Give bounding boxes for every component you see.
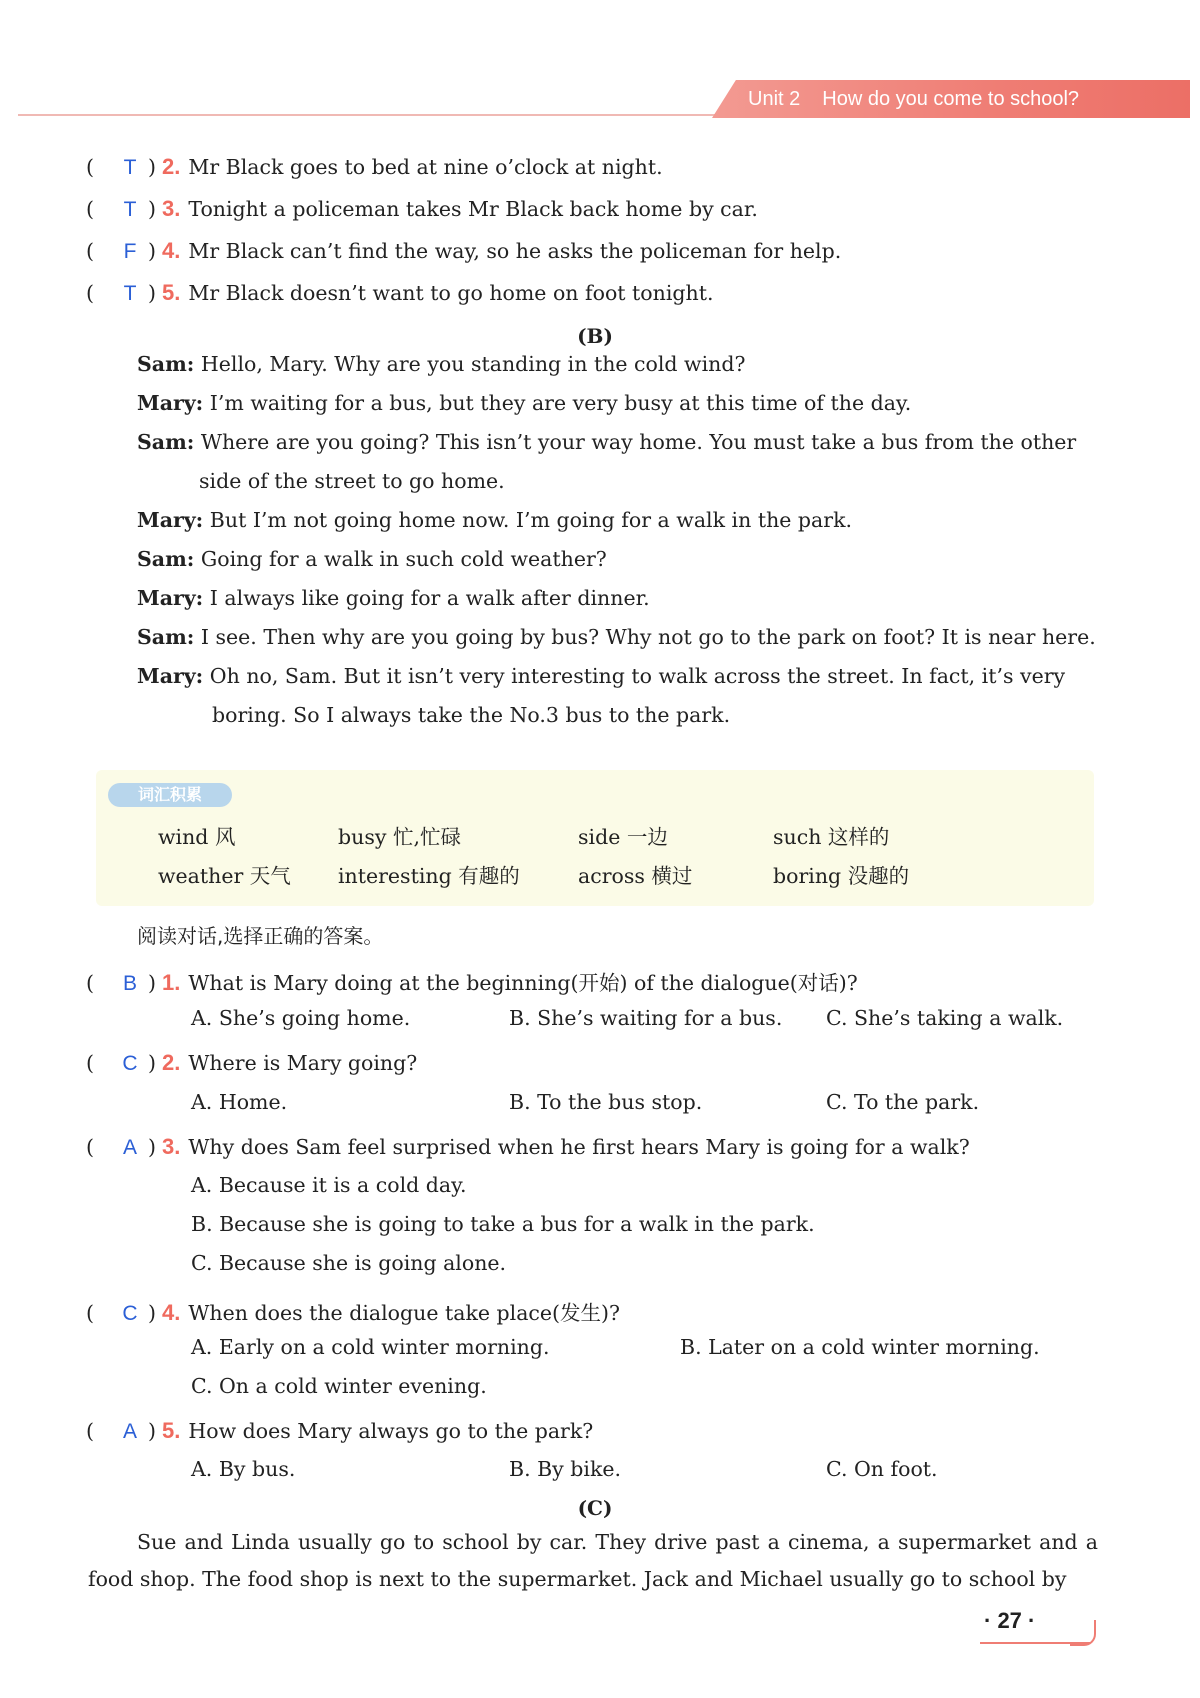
option: A. Early on a cold winter morning. [191, 1335, 550, 1359]
question: ( C ) 4. When does the dialogue take place(发生)? [86, 1300, 621, 1325]
dialogue-line: Mary: But I’m not going home now. I’m going for a walk in the park. [137, 508, 853, 532]
vocab-word: interesting 有趣的 [338, 864, 520, 888]
item-number: 3. [162, 1134, 181, 1159]
vocab-word: across 横过 [578, 864, 693, 888]
speaker: Mary: [137, 664, 204, 688]
option: C. On foot. [826, 1457, 938, 1481]
option: C. To the park. [826, 1090, 980, 1114]
question-text: When does the dialogue take place(发生)? [188, 1301, 621, 1325]
vocab-word: busy 忙,忙碌 [338, 825, 461, 849]
dialogue-line: Mary: I always like going for a walk after dinner. [137, 586, 650, 610]
speaker: Mary: [137, 391, 204, 415]
speaker: Mary: [137, 586, 204, 610]
page-number-curve [1070, 1620, 1096, 1646]
question: ( B ) 1. What is Mary doing at the beginning(开始) of the dialogue(对话)? [86, 970, 858, 995]
option: B. By bike. [509, 1457, 622, 1481]
dialogue-line: Sam: Hello, Mary. Why are you standing in the cold wind? [137, 352, 746, 376]
option: B. To the bus stop. [509, 1090, 703, 1114]
answer-mark: C [122, 1302, 138, 1325]
item-number: 4. [162, 1300, 181, 1325]
statement-text: Mr Black can’t find the way, so he asks the policeman for help. [188, 239, 842, 263]
item-number: 1. [162, 970, 181, 995]
option: B. She’s waiting for a bus. [509, 1006, 783, 1030]
question-text: What is Mary doing at the beginning(开始) of the dialogue(对话)? [188, 971, 858, 995]
vocab-word: wind 风 [158, 825, 236, 849]
question-text: Why does Sam feel surprised when he first hears Mary is going for a walk? [188, 1135, 970, 1159]
tf-row: ( T ) 2. Mr Black goes to bed at nine o’clock at night. [86, 154, 663, 179]
speaker: Sam: [137, 430, 195, 454]
tf-row: ( T ) 3. Tonight a policeman takes Mr Black back home by car. [86, 196, 758, 221]
answer-mark: T [123, 282, 137, 305]
option: A. Home. [191, 1090, 288, 1114]
dialogue [137, 345, 1097, 735]
unit-title: How do you come to school? [822, 88, 1080, 110]
speaker: Mary: [137, 508, 204, 532]
item-number: 3. [162, 196, 181, 221]
item-number: 4. [162, 238, 181, 263]
item-number: 2. [162, 154, 181, 179]
answer-mark: T [123, 156, 137, 179]
speaker: Sam: [137, 352, 195, 376]
statement-text: Mr Black goes to bed at nine o’clock at night. [188, 155, 663, 179]
statement-text: Tonight a policeman takes Mr Black back home by car. [188, 197, 758, 221]
dialogue-line: Mary: Oh no, Sam. But it isn’t very interesting to walk across the street. In fact, it’s very boring. So I always take the No.3 bus to the park. [137, 664, 1066, 727]
vocab-word: side 一边 [578, 825, 668, 849]
header-title [748, 88, 1079, 111]
answer-mark: B [122, 972, 137, 995]
question: ( A ) 5. How does Mary always go to the park? [86, 1418, 594, 1443]
option: B. Later on a cold winter morning. [680, 1335, 1040, 1359]
option: A. Because it is a cold day. [191, 1173, 467, 1197]
dialogue-line: Sam: I see. Then why are you going by bus? Why not go to the park on foot? It is near here. [137, 625, 1096, 649]
option: A. By bus. [191, 1457, 296, 1481]
option: C. She’s taking a walk. [826, 1006, 1064, 1030]
unit-label: Unit 2 [748, 88, 801, 110]
vocab-word: weather 天气 [158, 864, 291, 888]
answer-mark: T [123, 198, 137, 221]
answer-mark: A [122, 1136, 137, 1159]
item-number: 5. [162, 1418, 181, 1443]
page-number: · 27 · [984, 1608, 1036, 1633]
vocab-word: boring 没趣的 [773, 864, 910, 888]
answer-mark: C [122, 1052, 138, 1075]
option: A. She’s going home. [191, 1006, 411, 1030]
speaker: Sam: [137, 625, 195, 649]
instruction: 阅读对话,选择正确的答案。 [137, 924, 384, 948]
answer-mark: F [123, 240, 137, 263]
section-c-heading: (C) [577, 1496, 613, 1520]
item-number: 5. [162, 280, 181, 305]
tf-row: ( F ) 4. Mr Black can’t find the way, so he asks the policeman for help. [86, 238, 842, 263]
dialogue-line: Sam: Where are you going? This isn’t your way home. You must take a bus from the other side of the street to go home. [137, 430, 1077, 493]
vocab-word: such 这样的 [773, 825, 890, 849]
option: B. Because she is going to take a bus for a walk in the park. [191, 1212, 815, 1236]
answer-mark: A [122, 1420, 137, 1443]
option: C. On a cold winter evening. [191, 1374, 487, 1398]
question: ( C ) 2. Where is Mary going? [86, 1050, 418, 1075]
section-b-heading: (B) [577, 324, 613, 348]
vocab-tag: 词汇积累 [108, 783, 232, 807]
statement-text: Mr Black doesn’t want to go home on foot tonight. [188, 281, 714, 305]
speaker: Sam: [137, 547, 195, 571]
tf-row: ( T ) 5. Mr Black doesn’t want to go home on foot tonight. [86, 280, 714, 305]
passage-c: Sue and Linda usually go to school by car. They drive past a cinema, a supermarket and a food shop. The food shop is next to the supermarket. Jack and Michael usually go to school by [88, 1530, 1098, 1591]
option: C. Because she is going alone. [191, 1251, 507, 1275]
question-text: Where is Mary going? [188, 1051, 418, 1075]
dialogue-line: Mary: I’m waiting for a bus, but they are very busy at this time of the day. [137, 391, 912, 415]
item-number: 2. [162, 1050, 181, 1075]
dialogue-line: Sam: Going for a walk in such cold weather? [137, 547, 607, 571]
question: ( A ) 3. Why does Sam feel surprised when he first hears Mary is going for a walk? [86, 1134, 970, 1159]
question-text: How does Mary always go to the park? [188, 1419, 594, 1443]
